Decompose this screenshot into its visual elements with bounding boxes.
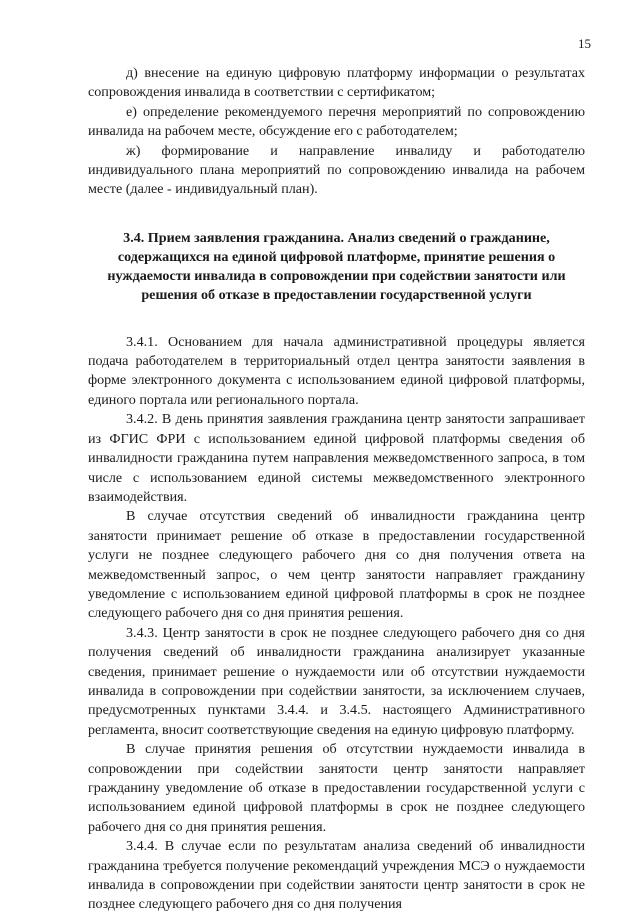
- paragraph-no-need: В случае принятия решения об отсутствии нуждаемости инвалида в сопровождении при содействии занятости центр занятости направляет гражданину уведомление об отказе в предоставлении государственной услуги с использованием единой цифровой платформы в срок не позднее следующего рабочего дня со дня принятия решения.: [88, 741, 585, 835]
- list-items: [88, 64, 585, 200]
- paragraph-3-4-2: 3.4.2. В день принятия заявления гражданина центр занятости запрашивает из ФГИС ФРИ с использованием единой цифровой платформы сведения об инвалидности гражданина путем направления межведомственного запроса, в том числе с использованием единой системы межведомственного электронного взаимодействия.: [88, 411, 585, 505]
- paragraph-3-4-1: 3.4.1. Основанием для начала административной процедуры является подача работодателем в территориальный отдел центра занятости заявления в форме электронного документа с использованием единой цифровой платформы, единого портала или регионального портала.: [88, 333, 585, 408]
- paragraph-3-4-3: 3.4.3. Центр занятости в срок не позднее следующего рабочего дня со дня получения сведений об инвалидности гражданина анализирует указанные сведения, принимает решение о нуждаемости или об отсутствии нуждаемости инвалида в сопровождении при содействии занятости, за исключением случаев, предусмотренных пунктами 3.4.4. и 3.4.5. настоящего Административного регламента, вносит соответствующие сведения на единую цифровую платформу.: [88, 624, 585, 738]
- document-body: [88, 64, 585, 915]
- paragraph-3-4-4: 3.4.4. В случае если по результатам анализа сведений об инвалидности гражданина требуется получение рекомендаций учреждения МСЭ о нуждаемости инвалида в сопровождении при содействии занятости центр занятости в срок не позднее следующего рабочего дня со дня получения: [88, 838, 585, 913]
- list-item-d: д) внесение на единую цифровую платформу информации о результатах сопровождения инвалида в соответствии с сертификатом;: [88, 65, 585, 101]
- section-paragraphs: [88, 333, 585, 915]
- page-number: 15: [578, 36, 591, 51]
- list-item-e: е) определение рекомендуемого перечня мероприятий по сопровождению инвалида на рабочем месте, обсуждение его с работодателем;: [88, 103, 585, 140]
- list-item-zh: ж) формирование и направление инвалиду и работодателю индивидуального плана мероприятий по сопровождению инвалида на рабочем месте (далее - индивидуальный план).: [88, 142, 585, 198]
- section-heading: 3.4. Прием заявления гражданина. Анализ сведений о гражданине, содержащихся на единой цифровой платформе, принятие решения о нуждаемости инвалида в сопровождении при содействии занятости или решения об отказе в предоставлении государственной услуги: [107, 229, 566, 304]
- paragraph-refusal: В случае отсутствия сведений об инвалидности гражданина центр занятости принимает решение об отказе в предоставлении государственной услуги не позднее следующего рабочего дня со дня получения ответа на межведомственный запрос, о чем центр занятости направляет гражданину уведомление с использованием единой цифровой платформы в срок не позднее следующего рабочего дня со дня принятия решения.: [88, 508, 585, 622]
